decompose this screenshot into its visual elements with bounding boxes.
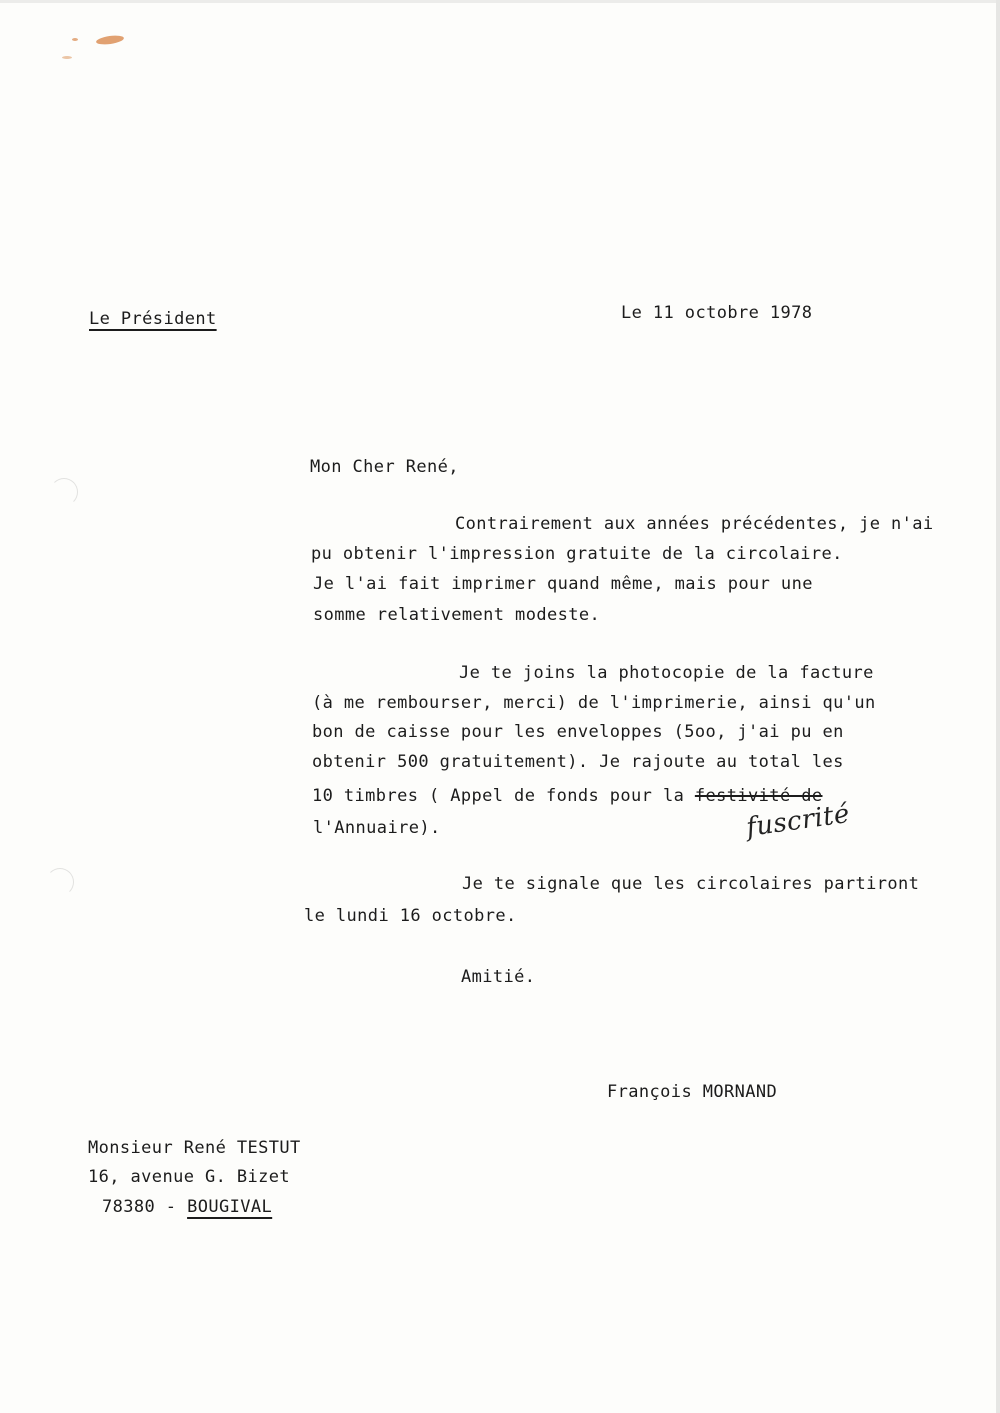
paragraph2-line5-text: 10 timbres ( Appel de fonds pour la: [312, 786, 695, 806]
recipient-street: 16, avenue G. Bizet: [88, 1167, 291, 1187]
recipient-postal-code: 78380 -: [102, 1197, 188, 1217]
paragraph2-line5: [312, 786, 822, 806]
paragraph3-line1: Je te signale que les circolaires partiront: [462, 874, 920, 894]
paragraph2-line2: (à me rembourser, merci) de l'imprimerie, ainsi qu'un: [312, 693, 876, 713]
salutation: Mon Cher René,: [310, 457, 459, 477]
rust-speck: [62, 56, 72, 59]
letter-date: Le 11 octobre 1978: [621, 303, 813, 323]
recipient-name: Monsieur René TESTUT: [88, 1138, 301, 1158]
handwritten-correction: fuscrité: [744, 798, 852, 844]
closing: Amitié.: [461, 967, 536, 987]
recipient-city-line: [102, 1197, 272, 1217]
signature-name: François MORNAND: [607, 1082, 778, 1102]
sender-title: Le Président: [89, 309, 217, 329]
struck-through-text: festivité de: [694, 786, 823, 806]
punch-hole-mark: [50, 478, 78, 506]
paragraph1-line3: Je l'ai fait imprimer quand même, mais pour une: [313, 574, 813, 594]
paragraph1-line1: Contrairement aux années précédentes, je n'ai: [455, 514, 934, 534]
paragraph1-line2: pu obtenir l'impression gratuite de la circolaire.: [311, 544, 843, 564]
paragraph2-line1: Je te joins la photocopie de la facture: [459, 663, 874, 683]
rust-speck: [72, 38, 78, 41]
paragraph2-line4: obtenir 500 gratuitement). Je rajoute au total les: [312, 752, 844, 772]
paragraph3-line2: le lundi 16 octobre.: [304, 906, 517, 926]
paragraph1-line4: somme relativement modeste.: [313, 605, 601, 625]
paper-top-edge: [0, 0, 1000, 3]
paragraph2-line3: bon de caisse pour les enveloppes (5oo, j'ai pu en: [312, 722, 844, 742]
paragraph2-line6: l'Annuaire).: [313, 818, 441, 838]
paper-right-edge: [996, 0, 1000, 1413]
punch-hole-mark: [46, 868, 74, 896]
recipient-city: BOUGIVAL: [187, 1197, 273, 1217]
rust-stain: [96, 34, 125, 46]
